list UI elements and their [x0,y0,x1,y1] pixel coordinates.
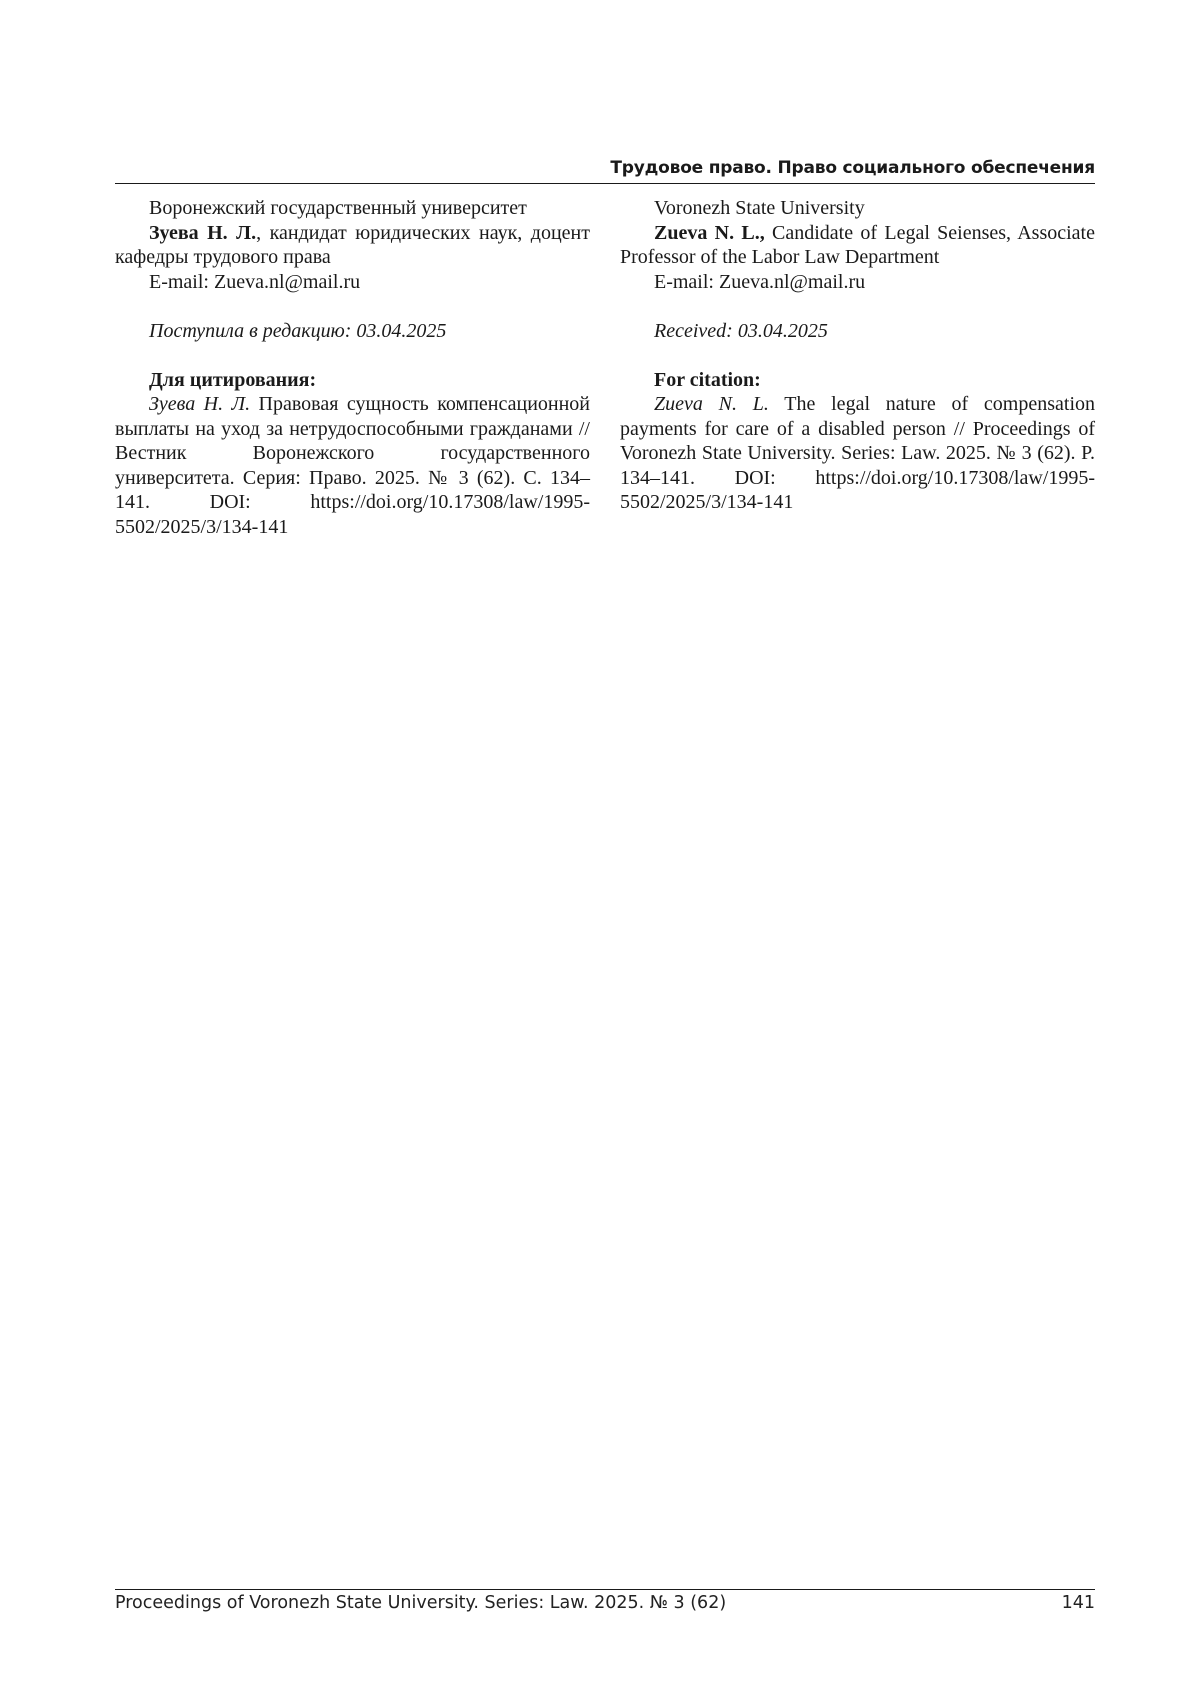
received-date: Received: 03.04.2025 [654,319,828,342]
author-description: , кандидат юридических наук, доцент кафедры трудового права [115,221,590,268]
author-email: E-mail: Zueva.nl@mail.ru [149,270,361,293]
citation [620,392,1095,515]
author-email: E-mail: Zueva.nl@mail.ru [654,270,866,293]
journal-reference: Proceedings of Voronezh State University. Series: Law. 2025. № 3 (62) [115,1593,727,1613]
page-number: 141 [1061,1593,1095,1613]
citation-author: Zueva N. L. [654,393,769,415]
page-footer [115,1593,1095,1613]
affiliation: Voronezh State University [654,197,865,219]
column-english [620,196,1095,515]
author-name: Зуева Н. Л. [149,221,257,244]
citation-text: Правовая сущность компенсационной выплаты на уход за нетрудоспособными гражданами // Вестник Воронежского государственного университета. Серия: Право. 2025. № 3 (62). С. 134–141. DOI: https://doi.org/10.17308/law/1995-5502/2025/3/134-141 [115,393,590,538]
received-date: Поступила в редакцию: 03.04.2025 [149,319,447,342]
affiliation: Воронежский государственный университет [149,197,527,219]
footer-rule [115,1589,1095,1590]
citation [115,392,590,539]
header-rule [115,183,1095,184]
citation-heading: Для цитирования: [149,368,317,391]
author-info [115,221,590,270]
column-russian [115,196,590,539]
citation-text: The legal nature of compensation payments for care of a disabled person // Proceedings of Voronezh State University. Series: Law. 2025. № 3 (62). P. 134–141. DOI: https://doi.org/10.17308/law/1995-5502/2025/3/134-141 [620,393,1095,513]
section-title: Трудовое право. Право социального обеспечения [610,158,1095,178]
citation-author: Зуева Н. Л. [149,393,251,415]
author-info [620,221,1095,270]
author-name: Zueva N. L., [654,221,765,244]
author-description: Candidate of Legal Seienses, Associate Professor of the Labor Law Department [620,221,1095,268]
citation-heading: For citation: [654,368,761,391]
